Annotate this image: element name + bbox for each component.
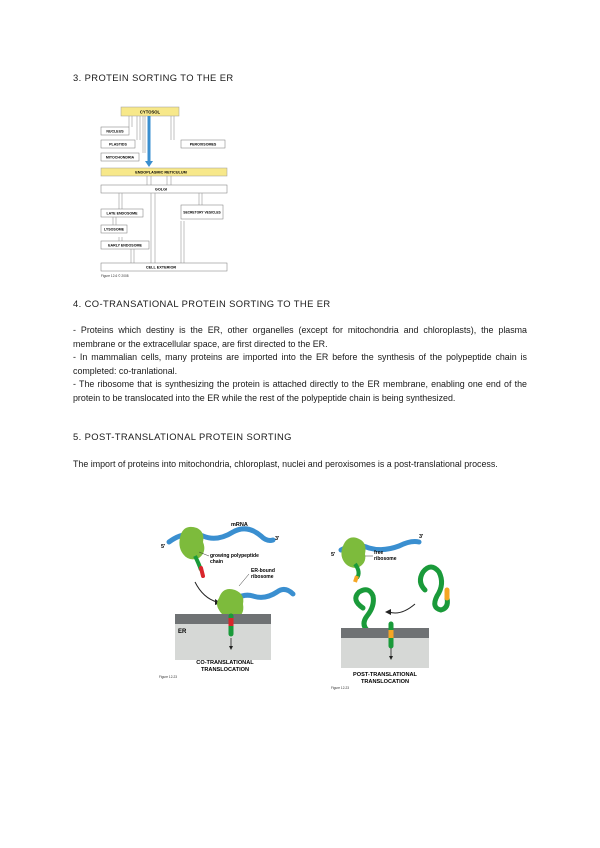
post-translational-panel <box>331 534 447 690</box>
cytosol-label: CYTOSOL <box>139 109 161 115</box>
late-endosome-label: LATE ENDOSOME <box>106 211 138 216</box>
figure-label-left: Figure 12-23 <box>159 675 178 679</box>
figure-label-right: Figure 12-23 <box>331 686 350 690</box>
co-translational-panel <box>159 522 293 679</box>
co-translational-caption-1: CO-TRANSLATIONAL <box>196 660 254 666</box>
free-ribosome-label-2: ribosome <box>374 556 397 562</box>
released-polypeptide <box>420 567 447 610</box>
mrna-label: mRNA <box>231 522 248 528</box>
co-translational-caption-2: TRANSLOCATION <box>200 667 250 673</box>
three-prime-label-right: 3' <box>419 534 424 540</box>
nucleus-label: NUCLEUS <box>106 129 124 134</box>
er-label-left: ER <box>178 629 187 635</box>
growing-chain-label-2: chain <box>210 559 224 565</box>
free-ribosome <box>341 537 365 568</box>
bullet-1: - Proteins which destiny is the ER, other organelles (except for mitochondria and chloroplasts), the plasma membrane or the extracellular space, are first directed to the ER. <box>73 325 527 349</box>
free-ribosome-label-1: free <box>374 550 384 556</box>
section-5-title: 5. POST-TRANSLATIONAL PROTEIN SORTING <box>73 431 292 442</box>
section-5-body: The import of proteins into mitochondria, chloroplast, nuclei and peroxisomes is a post-translational process. <box>73 459 498 469</box>
five-prime-label-top: 5' <box>161 544 166 550</box>
section-3-title: 3. PROTEIN SORTING TO THE ER <box>73 72 234 83</box>
lysosome-label: LYSOSOME <box>103 227 125 232</box>
peroxisomes-label: PEROXISOMES <box>189 142 217 147</box>
secretory-vesicles-label: SECRETORY VESICLES <box>183 210 221 215</box>
cell-exterior-label: CELL EXTERIOR <box>145 265 177 270</box>
er-label: ENDOPLASMIC RETICULUM <box>135 170 187 175</box>
three-prime-label-top: 3' <box>275 536 280 542</box>
post-translational-caption-2: TRANSLOCATION <box>360 679 410 685</box>
bullet-3: - The ribosome that is synthesizing the protein is attached directly to the ER membrane, enabling one end of the protein to be translocated into the ER while the rest of the polypeptide chain is being synthesized. <box>73 379 527 403</box>
diagram-figure-label: Figure 12-6 © 2008 <box>101 274 129 278</box>
early-endosome-label: EARLY ENDOSOME <box>108 243 142 248</box>
translocation-figure <box>155 512 455 692</box>
er-membrane-left <box>175 614 271 624</box>
importing-polypeptide <box>356 590 374 630</box>
five-prime-label-right: 5' <box>331 552 336 558</box>
plastids-label: PLASTIDS <box>109 142 127 147</box>
section-4-title: 4. CO-TRANSATIONAL PROTEIN SORTING TO THE ER <box>73 298 331 309</box>
ribosome-top <box>179 527 204 559</box>
flow-arrow-right <box>389 604 415 613</box>
section-4-body <box>73 324 527 406</box>
free-signal <box>355 576 357 582</box>
growing-chain-label-1: growing polypeptide <box>210 553 259 559</box>
protein-sorting-diagram <box>99 101 239 281</box>
bullet-2: - In mammalian cells, many proteins are imported into the ER before the synthesis of the polypeptide chain is completed: co-tranlational. <box>73 352 527 376</box>
golgi-label: GOLGI <box>154 187 168 192</box>
er-membrane-right <box>341 628 429 638</box>
post-translational-caption-1: POST-TRANSLATIONAL <box>353 672 417 678</box>
er-bound-label-1: ER-bound <box>251 568 275 574</box>
flow-arrow-left <box>195 582 217 602</box>
signal-sequence-top <box>201 568 203 576</box>
er-bound-label-2: ribosome <box>251 574 274 580</box>
mitochondria-label: MITOCHONDRIA <box>105 155 135 160</box>
